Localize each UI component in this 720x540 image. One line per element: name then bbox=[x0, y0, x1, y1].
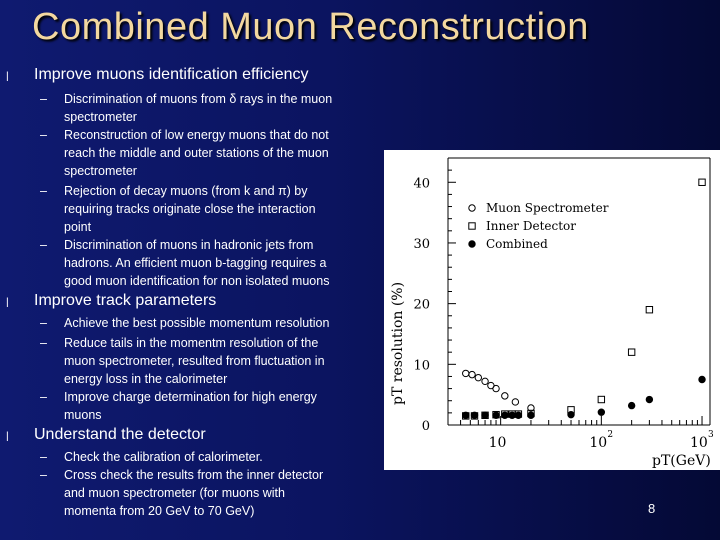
sub-bullet-line: reach the middle and outer stations of the muon bbox=[64, 146, 329, 160]
sub-bullet-line: Reconstruction of low energy muons that do not bbox=[64, 128, 329, 142]
legend-marker bbox=[469, 241, 475, 247]
sub-bullet-line: Check the calibration of calorimeter. bbox=[64, 450, 263, 464]
y-tick-label: 10 bbox=[413, 358, 430, 374]
data-point bbox=[598, 409, 604, 415]
data-point bbox=[493, 385, 499, 391]
data-point bbox=[515, 412, 521, 418]
data-point bbox=[482, 378, 488, 384]
data-point bbox=[463, 412, 469, 418]
bullet-marker: l bbox=[6, 69, 9, 84]
sub-bullet-text bbox=[64, 236, 379, 290]
sub-bullet-text bbox=[64, 314, 379, 332]
sub-bullet-line: and muon spectrometer (for muons with bbox=[64, 486, 285, 500]
y-tick-label: 0 bbox=[421, 419, 430, 434]
legend-label: Combined bbox=[486, 237, 548, 251]
data-point bbox=[502, 393, 508, 399]
sub-bullet-line: momenta from 20 GeV to 70 GeV) bbox=[64, 504, 255, 518]
sub-bullet-line: hadrons. An efficient muon b-tagging requires a bbox=[64, 256, 327, 270]
slide-title: Combined Muon Reconstruction bbox=[32, 6, 589, 48]
sub-bullet-text bbox=[64, 466, 379, 520]
legend-marker bbox=[469, 205, 475, 211]
sub-bullet-line: energy loss in the calorimeter bbox=[64, 372, 228, 386]
dash-marker: – bbox=[40, 92, 47, 106]
data-point bbox=[493, 412, 499, 418]
x-tick-exponent: 3 bbox=[708, 430, 714, 440]
data-point bbox=[469, 371, 475, 377]
data-point bbox=[512, 399, 518, 405]
dash-marker: – bbox=[40, 390, 47, 404]
section-heading: Understand the detector bbox=[34, 426, 206, 443]
sub-bullet-text bbox=[64, 388, 379, 424]
dash-marker: – bbox=[40, 316, 47, 330]
sub-bullet-text bbox=[64, 182, 379, 236]
data-point bbox=[502, 412, 508, 418]
sub-bullet-text bbox=[64, 90, 379, 126]
section-heading: Improve track parameters bbox=[34, 292, 217, 309]
dash-marker: – bbox=[40, 450, 47, 464]
sub-bullet-line: good muon identification for non isolated muons bbox=[64, 274, 330, 288]
sub-bullet-line: Reduce tails in the momentm resolution of the bbox=[64, 336, 319, 350]
data-point bbox=[528, 412, 534, 418]
sub-bullet-line: requiring tracks originate close the interaction bbox=[64, 202, 316, 216]
sub-bullet-line: Cross check the results from the inner detector bbox=[64, 468, 324, 482]
sub-bullet-line: spectrometer bbox=[64, 110, 137, 124]
sub-bullet-line: Improve charge determination for high energy bbox=[64, 390, 317, 404]
legend-marker bbox=[469, 223, 475, 229]
bullet-marker: l bbox=[6, 429, 9, 444]
data-point bbox=[699, 179, 705, 185]
x-axis-label: pT(GeV) bbox=[652, 453, 711, 469]
data-point bbox=[628, 349, 634, 355]
data-point bbox=[699, 376, 705, 382]
x-tick-exponent: 2 bbox=[607, 430, 614, 440]
x-tick-label: 10 bbox=[488, 435, 507, 451]
sub-bullet-line: muons bbox=[64, 408, 102, 422]
data-point bbox=[463, 370, 469, 376]
dash-marker: – bbox=[40, 336, 47, 350]
x-tick-label: 10 bbox=[690, 435, 708, 451]
bullet-marker: l bbox=[6, 295, 9, 310]
sub-bullet-line: Discrimination of muons from δ rays in the muon bbox=[64, 92, 333, 106]
legend-label: Inner Detector bbox=[486, 219, 576, 233]
sub-bullet-text bbox=[64, 334, 379, 388]
sub-bullet-line: muon spectrometer, resulted from fluctuation in bbox=[64, 354, 325, 368]
page-number: 8 bbox=[648, 501, 656, 516]
plot-svg bbox=[384, 150, 720, 470]
data-point bbox=[646, 307, 652, 313]
data-point bbox=[475, 374, 481, 380]
data-point bbox=[471, 412, 477, 418]
y-tick-label: 30 bbox=[413, 236, 430, 252]
sub-bullet-text bbox=[64, 448, 379, 466]
sub-bullet-line: point bbox=[64, 220, 92, 234]
sub-bullet-line: spectrometer bbox=[64, 164, 137, 178]
y-axis-label: pT resolution (%) bbox=[390, 281, 406, 405]
data-point bbox=[509, 412, 515, 418]
section-heading: Improve muons identification efficiency bbox=[34, 66, 309, 83]
sub-bullet-line: Discrimination of muons in hadronic jets from bbox=[64, 238, 314, 252]
y-tick-label: 40 bbox=[413, 176, 430, 192]
data-point bbox=[628, 402, 634, 408]
sub-bullet-line: Achieve the best possible momentum resolution bbox=[64, 316, 330, 330]
resolution-plot bbox=[384, 150, 720, 470]
dash-marker: – bbox=[40, 468, 47, 482]
dash-marker: – bbox=[40, 184, 47, 198]
sub-bullet-line: Rejection of decay muons (from k and π) by bbox=[64, 184, 308, 198]
data-point bbox=[568, 411, 574, 417]
sub-bullet-text bbox=[64, 126, 379, 180]
data-point bbox=[598, 396, 604, 402]
dash-marker: – bbox=[40, 128, 47, 142]
data-point bbox=[482, 412, 488, 418]
dash-marker: – bbox=[40, 238, 47, 252]
data-point bbox=[646, 396, 652, 402]
y-tick-label: 20 bbox=[413, 297, 430, 313]
legend-label: Muon Spectrometer bbox=[486, 201, 609, 215]
x-tick-label: 10 bbox=[589, 435, 608, 451]
